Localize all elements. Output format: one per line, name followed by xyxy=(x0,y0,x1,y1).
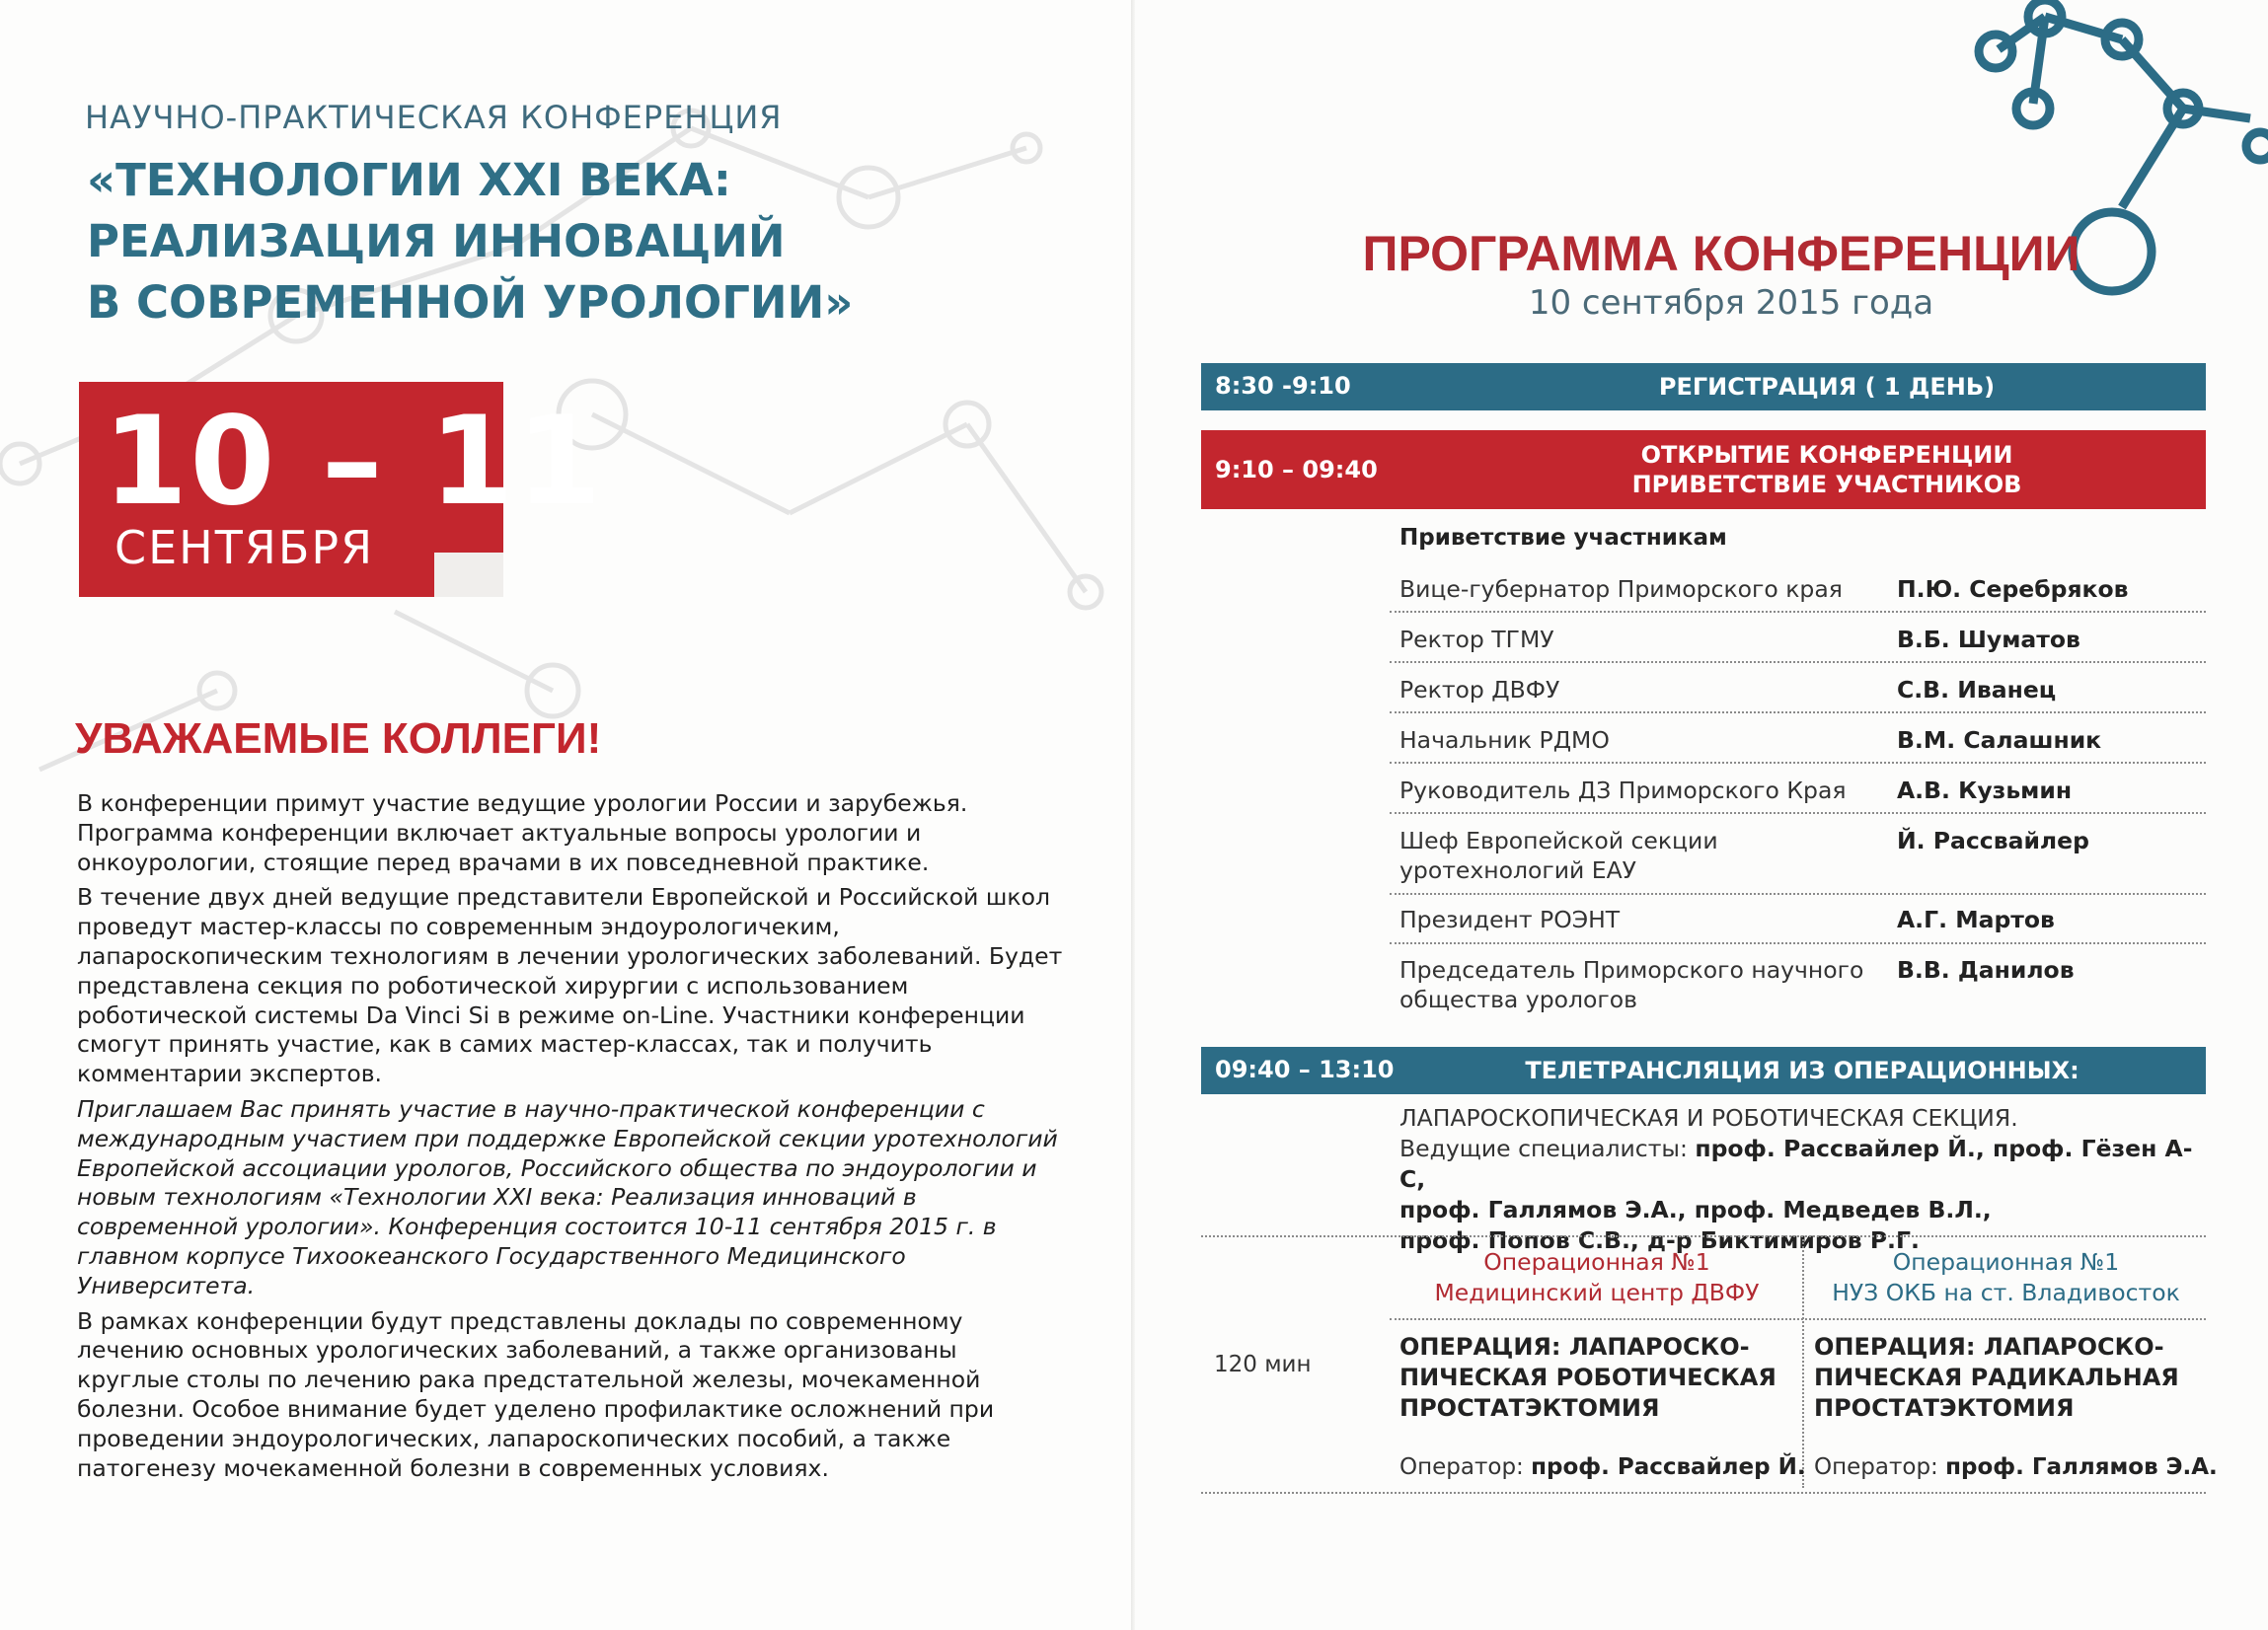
speaker-name: С.В. Иванец xyxy=(1897,676,2057,704)
speaker-role: Вице-губернатор Приморского края xyxy=(1399,575,1843,603)
speaker-name: А.В. Кузьмин xyxy=(1897,777,2073,804)
speaker-name: В.В. Данилов xyxy=(1897,956,2075,984)
operator-name: проф. Рассвайлер Й. xyxy=(1531,1454,1806,1480)
opening-label xyxy=(1448,440,2206,499)
greeting-heading: УВАЖАЕМЫЕ КОЛЛЕГИ! xyxy=(75,714,602,763)
opening-bar xyxy=(1201,430,2206,509)
speaker-row xyxy=(1390,625,2206,663)
registration-time: 8:30 -9:10 xyxy=(1215,372,1351,400)
section-leads-names: проф. Рассвайлер Й., проф. Гёзен А-С, xyxy=(1399,1135,2193,1193)
intro-paragraph: В конференции примут участие ведущие урологии России и зарубежья. Программа конференции включает актуальные вопросы урологии и онкоурологии, стоящие перед врачами в их повседневной практике. xyxy=(77,789,968,876)
speaker-row xyxy=(1390,574,2206,613)
speaker-row xyxy=(1390,776,2206,814)
speaker-role: Начальник РДМО xyxy=(1399,726,1610,754)
operator-line xyxy=(1814,1454,2218,1480)
registration-bar xyxy=(1201,363,2206,410)
room-name: Операционная №1 xyxy=(1892,1248,2120,1276)
section-leads-label: Ведущие специалисты: xyxy=(1399,1135,1688,1162)
broadcast-time: 09:40 – 13:10 xyxy=(1215,1056,1395,1083)
opening-time: 9:10 – 09:40 xyxy=(1215,456,1378,483)
speaker-name: В.М. Салашник xyxy=(1897,726,2102,754)
operator-label: Оператор: xyxy=(1814,1454,1938,1480)
divider xyxy=(1201,1492,2206,1494)
conference-days: 10 – 11 xyxy=(103,391,604,533)
broadcast-bar xyxy=(1201,1047,2206,1094)
conference-title-line: РЕАЛИЗАЦИЯ ИННОВАЦИЙ xyxy=(87,215,786,267)
operation-title xyxy=(1814,1332,2179,1424)
opening-label-line: ОТКРЫТИЕ КОНФЕРЕНЦИИ xyxy=(1640,441,2013,469)
conference-title xyxy=(87,150,975,333)
room-name: Операционная №1 xyxy=(1483,1248,1710,1276)
speaker-name: Й. Рассвайлер xyxy=(1897,827,2089,854)
operator-label: Оператор: xyxy=(1399,1454,1524,1480)
speaker-name: В.Б. Шуматов xyxy=(1897,626,2080,653)
operation-title-line: ОПЕРАЦИЯ: ЛАПАРОСКО- xyxy=(1814,1333,2164,1361)
conference-title-line: В СОВРЕМЕННОЙ УРОЛОГИИ» xyxy=(87,276,854,329)
registration-label: РЕГИСТРАЦИЯ ( 1 ДЕНЬ) xyxy=(1658,373,1996,401)
speaker-role: Шеф Европейской секции уротехнологий ЕАУ xyxy=(1399,827,1718,884)
speaker-row xyxy=(1390,725,2206,764)
room-heading xyxy=(1390,1247,1804,1308)
operation-title-line: ПИЧЕСКАЯ РОБОТИЧЕСКАЯ xyxy=(1399,1364,1777,1391)
speaker-role: Ректор ДВФУ xyxy=(1399,676,1560,704)
right-page xyxy=(1135,0,2268,1630)
speaker-role: Руководитель ДЗ Приморского Края xyxy=(1399,777,1847,804)
operation-title-line: ПРОСТАТЭКТОМИЯ xyxy=(1814,1394,2075,1422)
intro-paragraph: В рамках конференции будут представлены доклады по современному лечению основных урологических заболеваний, а также организованы круглые столы по лечению рака предстательной железы, мочекаменной болезни. Особое внимание будет уделено профилактике осложнений при проведении эндоурологических, лапароскопических пособий, а также патогенезу мочекаменной болезни в современных условиях. xyxy=(77,1306,995,1482)
intro-text xyxy=(77,789,1064,1489)
date-box-notch xyxy=(434,553,503,597)
speaker-role: Президент РОЭНТ xyxy=(1399,906,1621,933)
column-divider xyxy=(1802,1239,1804,1488)
intro-paragraph: В течение двух дней ведущие представители Европейской и Российской школ проведут мастер-классы по современным эндоурологичеким, лапароскопическим технологиям в лечении урологических заболеваний. Будет представлена секция по роботической хирургии с использованием роботической системы Da Vinci Si в режиме on-Line. Участники конференции смогут принять участие, как в самих мастер-классах, так и получить комментарии экспертов. xyxy=(77,883,1063,1088)
greeting-subheading: Приветствие участникам xyxy=(1399,525,1727,551)
opening-label-line: ПРИВЕТСТВИЕ УЧАСТНИКОВ xyxy=(1631,471,2022,498)
operation-title-line: ПИЧЕСКАЯ РАДИКАЛЬНАЯ xyxy=(1814,1364,2179,1391)
section-leads-names: проф. Попов С.В., д-р Биктимиров Р.Г. xyxy=(1399,1226,1920,1254)
program-date: 10 сентября 2015 года xyxy=(1528,283,1934,323)
room-place: Медицинский центр ДВФУ xyxy=(1434,1279,1760,1306)
speaker-role: Председатель Приморского научного общества урологов xyxy=(1399,956,1864,1013)
section-leads-names: проф. Галлямов Э.А., проф. Медведев В.Л., xyxy=(1399,1196,1992,1223)
duration: 120 мин xyxy=(1214,1352,1312,1377)
divider xyxy=(1201,1235,2206,1237)
section-leads xyxy=(1399,1195,2209,1225)
operation-title xyxy=(1399,1332,1777,1424)
speaker-row xyxy=(1390,675,2206,713)
invitation-paragraph: Приглашаем Вас принять участие в научно-практической конференции с международным участием при поддержке Европейской секции уротехнологий Европейской ассоциации урологов, Российского общества по эндоурологии и новым технологиям «Технологии XXI века: Реализация инноваций в современной урологии». Конференция состоится 10-11 сентября 2015 г. в главном корпусе Тихоокеанского Государственного Медицинского Университета. xyxy=(77,1094,1058,1299)
conference-month: СЕНТЯБРЯ xyxy=(114,521,375,574)
room-place: НУЗ ОКБ на ст. Владивосток xyxy=(1832,1279,2180,1306)
operator-name: проф. Галлямов Э.А. xyxy=(1945,1454,2218,1480)
broadcast-label: ТЕЛЕТРАНСЛЯЦИЯ ИЗ ОПЕРАЦИОННЫХ: xyxy=(1525,1057,2079,1084)
section-leads xyxy=(1399,1134,2209,1195)
divider xyxy=(1390,1318,2206,1320)
speaker-name: П.Ю. Серебряков xyxy=(1897,575,2129,603)
operation-title-line: ОПЕРАЦИЯ: ЛАПАРОСКО- xyxy=(1399,1333,1750,1361)
speaker-name: А.Г. Мартов xyxy=(1897,906,2055,933)
speaker-role: Ректор ТГМУ xyxy=(1399,626,1554,653)
room-heading xyxy=(1806,1247,2206,1308)
operation-title-line: ПРОСТАТЭКТОМИЯ xyxy=(1399,1394,1660,1422)
speaker-row xyxy=(1390,826,2206,895)
speaker-row xyxy=(1390,955,2206,1016)
section-info xyxy=(1399,1103,2209,1256)
program-title: ПРОГРАММА КОНФЕРЕНЦИИ xyxy=(1362,226,2080,281)
section-title: ЛАПАРОСКОПИЧЕСКАЯ И РОБОТИЧЕСКАЯ СЕКЦИЯ. xyxy=(1399,1104,2018,1132)
operator-line xyxy=(1399,1454,1806,1480)
speaker-row xyxy=(1390,905,2206,944)
conference-kicker: НАУЧНО-ПРАКТИЧЕСКАЯ КОНФЕРЕНЦИЯ xyxy=(85,99,783,136)
conference-title-line: «ТЕХНОЛОГИИ XXI ВЕКА: xyxy=(87,154,731,206)
